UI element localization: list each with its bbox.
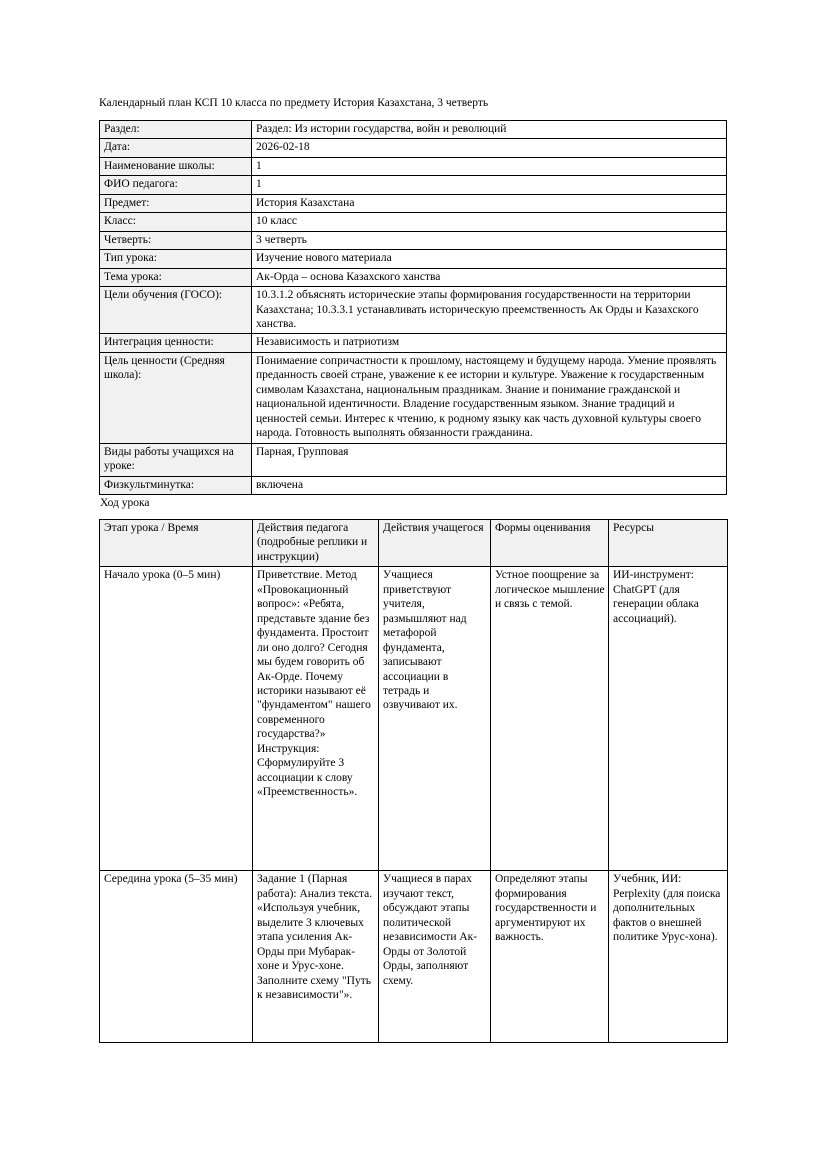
info-value: Изучение нового материала: [252, 250, 727, 268]
info-label: Виды работы учащихся на уроке:: [100, 443, 252, 476]
info-label: ФИО педагога:: [100, 176, 252, 194]
table-row: [100, 871, 728, 1043]
table-row: [100, 194, 727, 212]
column-header-student-actions: Действия учащегося: [379, 519, 491, 566]
cell-stage: Начало урока (0–5 мин): [100, 567, 253, 871]
info-label: Тема урока:: [100, 268, 252, 286]
info-label: Класс:: [100, 213, 252, 231]
table-row: [100, 334, 727, 352]
info-label: Дата:: [100, 139, 252, 157]
table-row: [100, 268, 727, 286]
info-value: Раздел: Из истории государства, войн и революций: [252, 121, 727, 139]
table-row: [100, 176, 727, 194]
column-header-assessment: Формы оценивания: [491, 519, 609, 566]
table-row: [100, 231, 727, 249]
cell-student-actions: Учащиеся в парах изучают текст, обсуждают этапы политической независимости Ак-Орды от Золотой Орды, заполняют схему.: [379, 871, 491, 1043]
info-label: Цель ценности (Средняя школа):: [100, 352, 252, 443]
cell-student-actions: Учащиеся приветствуют учителя, размышляют над метафорой фундамента, записывают ассоциации в тетрадь и озвучивают их.: [379, 567, 491, 871]
info-value: 1: [252, 176, 727, 194]
info-label: Раздел:: [100, 121, 252, 139]
lesson-info-table: [99, 120, 727, 495]
info-label: Интеграция ценности:: [100, 334, 252, 352]
lesson-plan-table: [99, 519, 728, 1043]
info-value: История Казахстана: [252, 194, 727, 212]
info-label: Предмет:: [100, 194, 252, 212]
info-label: Цели обучения (ГОСО):: [100, 287, 252, 334]
table-row: [100, 352, 727, 443]
info-label: Тип урока:: [100, 250, 252, 268]
section-caption: Ход урока: [100, 496, 150, 509]
page-title: Календарный план КСП 10 класса по предмету История Казахстана, 3 четверть: [99, 97, 489, 109]
column-header-resources: Ресурсы: [609, 519, 728, 566]
cell-teacher-actions: Приветствие. Метод «Провокационный вопрос»: «Ребята, представьте здание без фундамента. Простоит ли оно долго? Сегодня мы будем говорить об Ак-Орде. Почему историки называют её "фундаментом" нашего современного государства?» Инструкция: Сформулируйте 3 ассоциации к слову «Преемственность».: [253, 567, 379, 871]
column-header-stage: Этап урока / Время: [100, 519, 253, 566]
info-value: Парная, Групповая: [252, 443, 727, 476]
cell-stage: Середина урока (5–35 мин): [100, 871, 253, 1043]
info-label: Четверть:: [100, 231, 252, 249]
cell-assessment: Устное поощрение за логическое мышление и связь с темой.: [491, 567, 609, 871]
table-row: [100, 250, 727, 268]
table-row: [100, 157, 727, 175]
table-row: [100, 476, 727, 494]
cell-resources: Учебник, ИИ: Perplexity (для поиска дополнительных фактов о внешней политике Урус-хона).: [609, 871, 728, 1043]
info-label: Наименование школы:: [100, 157, 252, 175]
table-row: [100, 443, 727, 476]
table-header-row: [100, 519, 728, 566]
info-value: Понимаение сопричастности к прошлому, настоящему и будущему народа. Умение проявлять преданность своей стране, уважение к ее истории и культуре. Уважение к государственным символам Казахстана, национальным праздникам. Знание и понимание гражданской и национальной идентичности. Владение государственным языком. Знание традиций и ценностей семьи. Интерес к чтению, к родному языку как часть духовной культуры своего народа. Готовность выполнять обязанности гражданина.: [252, 352, 727, 443]
cell-assessment: Определяют этапы формирования государственности и аргументируют их важность.: [491, 871, 609, 1043]
table-row: [100, 213, 727, 231]
info-value: 1: [252, 157, 727, 175]
info-value: Независимость и патриотизм: [252, 334, 727, 352]
document-body: [99, 96, 727, 1043]
info-value: Ак-Орда – основа Казахского ханства: [252, 268, 727, 286]
cell-teacher-actions: Задание 1 (Парная работа): Анализ текста. «Используя учебник, выделите 3 ключевых этапа усиления Ак-Орды при Мубарак-хоне и Урус-хоне. Заполните схему "Путь к независимости"».: [253, 871, 379, 1043]
table-row: [100, 287, 727, 334]
info-value: 10.3.1.2 объяснять исторические этапы формирования государственности на территории Казахстана; 10.3.3.1 устанавливать историческую преемственность Ак Орды и Казахского ханства.: [252, 287, 727, 334]
info-value: 3 четверть: [252, 231, 727, 249]
table-row: [100, 139, 727, 157]
column-header-teacher-actions: Действия педагога (подробные реплики и инструкции): [253, 519, 379, 566]
cell-resources: ИИ-инструмент: ChatGPT (для генерации облака ассоциаций).: [609, 567, 728, 871]
info-value: включена: [252, 476, 727, 494]
info-value: 2026-02-18: [252, 139, 727, 157]
info-label: Физкультминутка:: [100, 476, 252, 494]
table-row: [100, 567, 728, 871]
table-row: [100, 121, 727, 139]
info-value: 10 класс: [252, 213, 727, 231]
